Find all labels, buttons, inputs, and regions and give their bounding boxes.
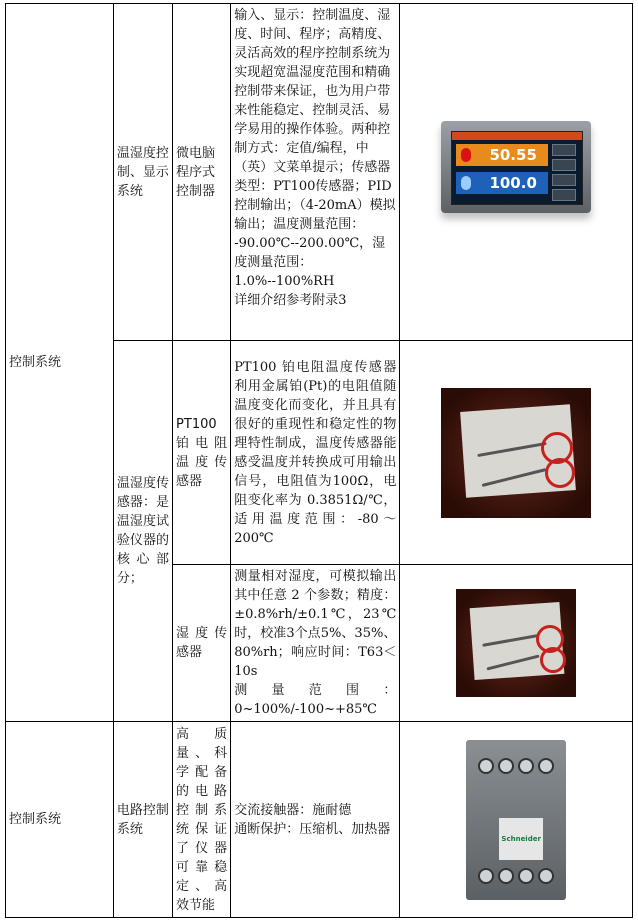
humidity-image-cell xyxy=(400,565,633,722)
humidity-icon xyxy=(461,176,471,190)
contactor-image-cell xyxy=(400,722,633,918)
contactor-image xyxy=(461,730,571,910)
pt100-item-cell: PT100铂电阻温度传感器 xyxy=(173,341,231,565)
controller-image-cell xyxy=(400,4,633,341)
pt100-description-cell: PT100 铂电阻温度传感器利用金属铂(Pt)的电阻值随温度变化而变化，并且具有很好的重现性和稳定性的物理特性制成，温度传感器能感受温度并转换成可用输出信号，电阻值为100Ω，电阻变化率为 0.3851Ω/℃，适用温度范围：-80～200℃ xyxy=(231,341,400,565)
screen-temp-value: 50.55 xyxy=(489,146,537,164)
circuit-description-cell: 交流接触器：施耐德 通断保护：压缩机、加热器 xyxy=(231,722,400,918)
subsystem-cell: 温湿度控制、显示系统 xyxy=(113,4,172,341)
category-cell: 控制系统 xyxy=(6,4,114,722)
sensor-subsystem-cell: 温湿度传感器：是温湿度试验仪器的核心部分； xyxy=(113,341,172,722)
circuit-category-cell: 控制系统 xyxy=(6,722,114,918)
screen-hum-value: 100.0 xyxy=(489,174,537,192)
item-cell: 微电脑程序式控制器 xyxy=(173,4,231,341)
controller-image xyxy=(441,117,591,227)
pt100-image-cell xyxy=(400,341,633,565)
pt100-sensor-photo xyxy=(441,388,591,518)
description-cell: 输入、显示：控制温度、湿度、时间、程序；高精度、灵活高效的程序控制系统为实现超宽温湿度范围和精确控制带来保证，也为用户带来性能稳定、控制灵活、易学易用的操作体验。两种控制方式：定值/编程，中（英）文菜单提示；传感器类型：PT100传感器；PID控制输出；（4-20mA）模拟输出；温度测量范围： -90.00℃--200.00℃，湿度测量范围： 1.0%--100%RH 详细介绍参考附录3 xyxy=(231,4,400,341)
circuit-item-cell: 高质量、科学配备的电路控制系统保证了仪器可靠稳定、高效节能 xyxy=(173,722,231,918)
thermometer-icon xyxy=(461,148,471,162)
circuit-subsystem-cell: 电路控制系统 xyxy=(113,722,172,918)
humidity-sensor-photo xyxy=(456,589,576,697)
spec-table xyxy=(5,3,633,918)
brand-label: Schneider xyxy=(499,818,543,860)
humidity-item-cell: 湿度传感器 xyxy=(173,565,231,722)
controller-screen xyxy=(451,131,583,205)
humidity-description-cell: 测量相对湿度，可模拟输出其中任意 2 个参数；精度：±0.8%rh/±0.1℃，23℃时，校准3个点5%、35%、80%rh；响应时间：T63＜10s 测量范围：0~100%/-100~+85℃ xyxy=(231,565,400,722)
